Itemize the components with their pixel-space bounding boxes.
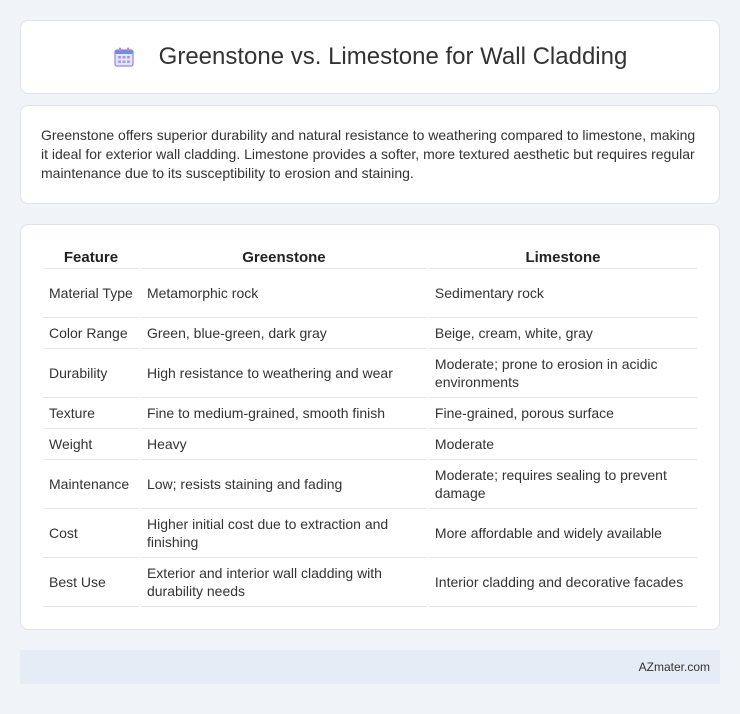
- feature-cell: Texture: [43, 398, 139, 429]
- limestone-cell: Moderate; requires sealing to prevent damage: [429, 460, 697, 509]
- header-limestone: Limestone: [429, 245, 697, 269]
- table-row: [43, 349, 697, 398]
- comparison-table: [41, 245, 699, 607]
- feature-cell: Best Use: [43, 558, 139, 607]
- comparison-table-card: [20, 224, 720, 630]
- greenstone-cell: Low; resists staining and fading: [141, 460, 427, 509]
- summary-card: [20, 105, 720, 204]
- greenstone-cell: Green, blue-green, dark gray: [141, 318, 427, 349]
- table-row: [43, 269, 697, 318]
- table-row: [43, 318, 697, 349]
- calendar-icon: [113, 46, 135, 68]
- limestone-cell: Moderate: [429, 429, 697, 460]
- table-row: [43, 460, 697, 509]
- table-row: [43, 558, 697, 607]
- feature-cell: Cost: [43, 509, 139, 558]
- limestone-cell: Beige, cream, white, gray: [429, 318, 697, 349]
- greenstone-cell: Fine to medium-grained, smooth finish: [141, 398, 427, 429]
- title-card: [20, 20, 720, 94]
- feature-cell: Color Range: [43, 318, 139, 349]
- feature-cell: Durability: [43, 349, 139, 398]
- table-row: [43, 398, 697, 429]
- table-header-row: [43, 245, 697, 269]
- limestone-cell: Fine-grained, porous surface: [429, 398, 697, 429]
- table-row: [43, 509, 697, 558]
- footer-brand: AZmater.com: [638, 660, 710, 674]
- greenstone-cell: High resistance to weathering and wear: [141, 349, 427, 398]
- limestone-cell: More affordable and widely available: [429, 509, 697, 558]
- greenstone-cell: Metamorphic rock: [141, 269, 427, 318]
- limestone-cell: Sedimentary rock: [429, 269, 697, 318]
- page-title: Greenstone vs. Limestone for Wall Cladding: [158, 43, 628, 70]
- greenstone-cell: Heavy: [141, 429, 427, 460]
- feature-cell: Maintenance: [43, 460, 139, 509]
- limestone-cell: Interior cladding and decorative facades: [429, 558, 697, 607]
- table-row: [43, 429, 697, 460]
- limestone-cell: Moderate; prone to erosion in acidic environments: [429, 349, 697, 398]
- header-greenstone: Greenstone: [141, 245, 427, 269]
- header-feature: Feature: [43, 245, 139, 269]
- feature-cell: Material Type: [43, 269, 139, 318]
- greenstone-cell: Higher initial cost due to extraction and finishing: [141, 509, 427, 558]
- footer: [20, 650, 720, 684]
- greenstone-cell: Exterior and interior wall cladding with durability needs: [141, 558, 427, 607]
- summary-paragraph: Greenstone offers superior durability and natural resistance to weathering compared to limestone, making it ideal for exterior wall cladding. Limestone provides a softer, more textured aesthetic but requires regular maintenance due to its susceptibility to erosion and staining.: [41, 127, 696, 181]
- feature-cell: Weight: [43, 429, 139, 460]
